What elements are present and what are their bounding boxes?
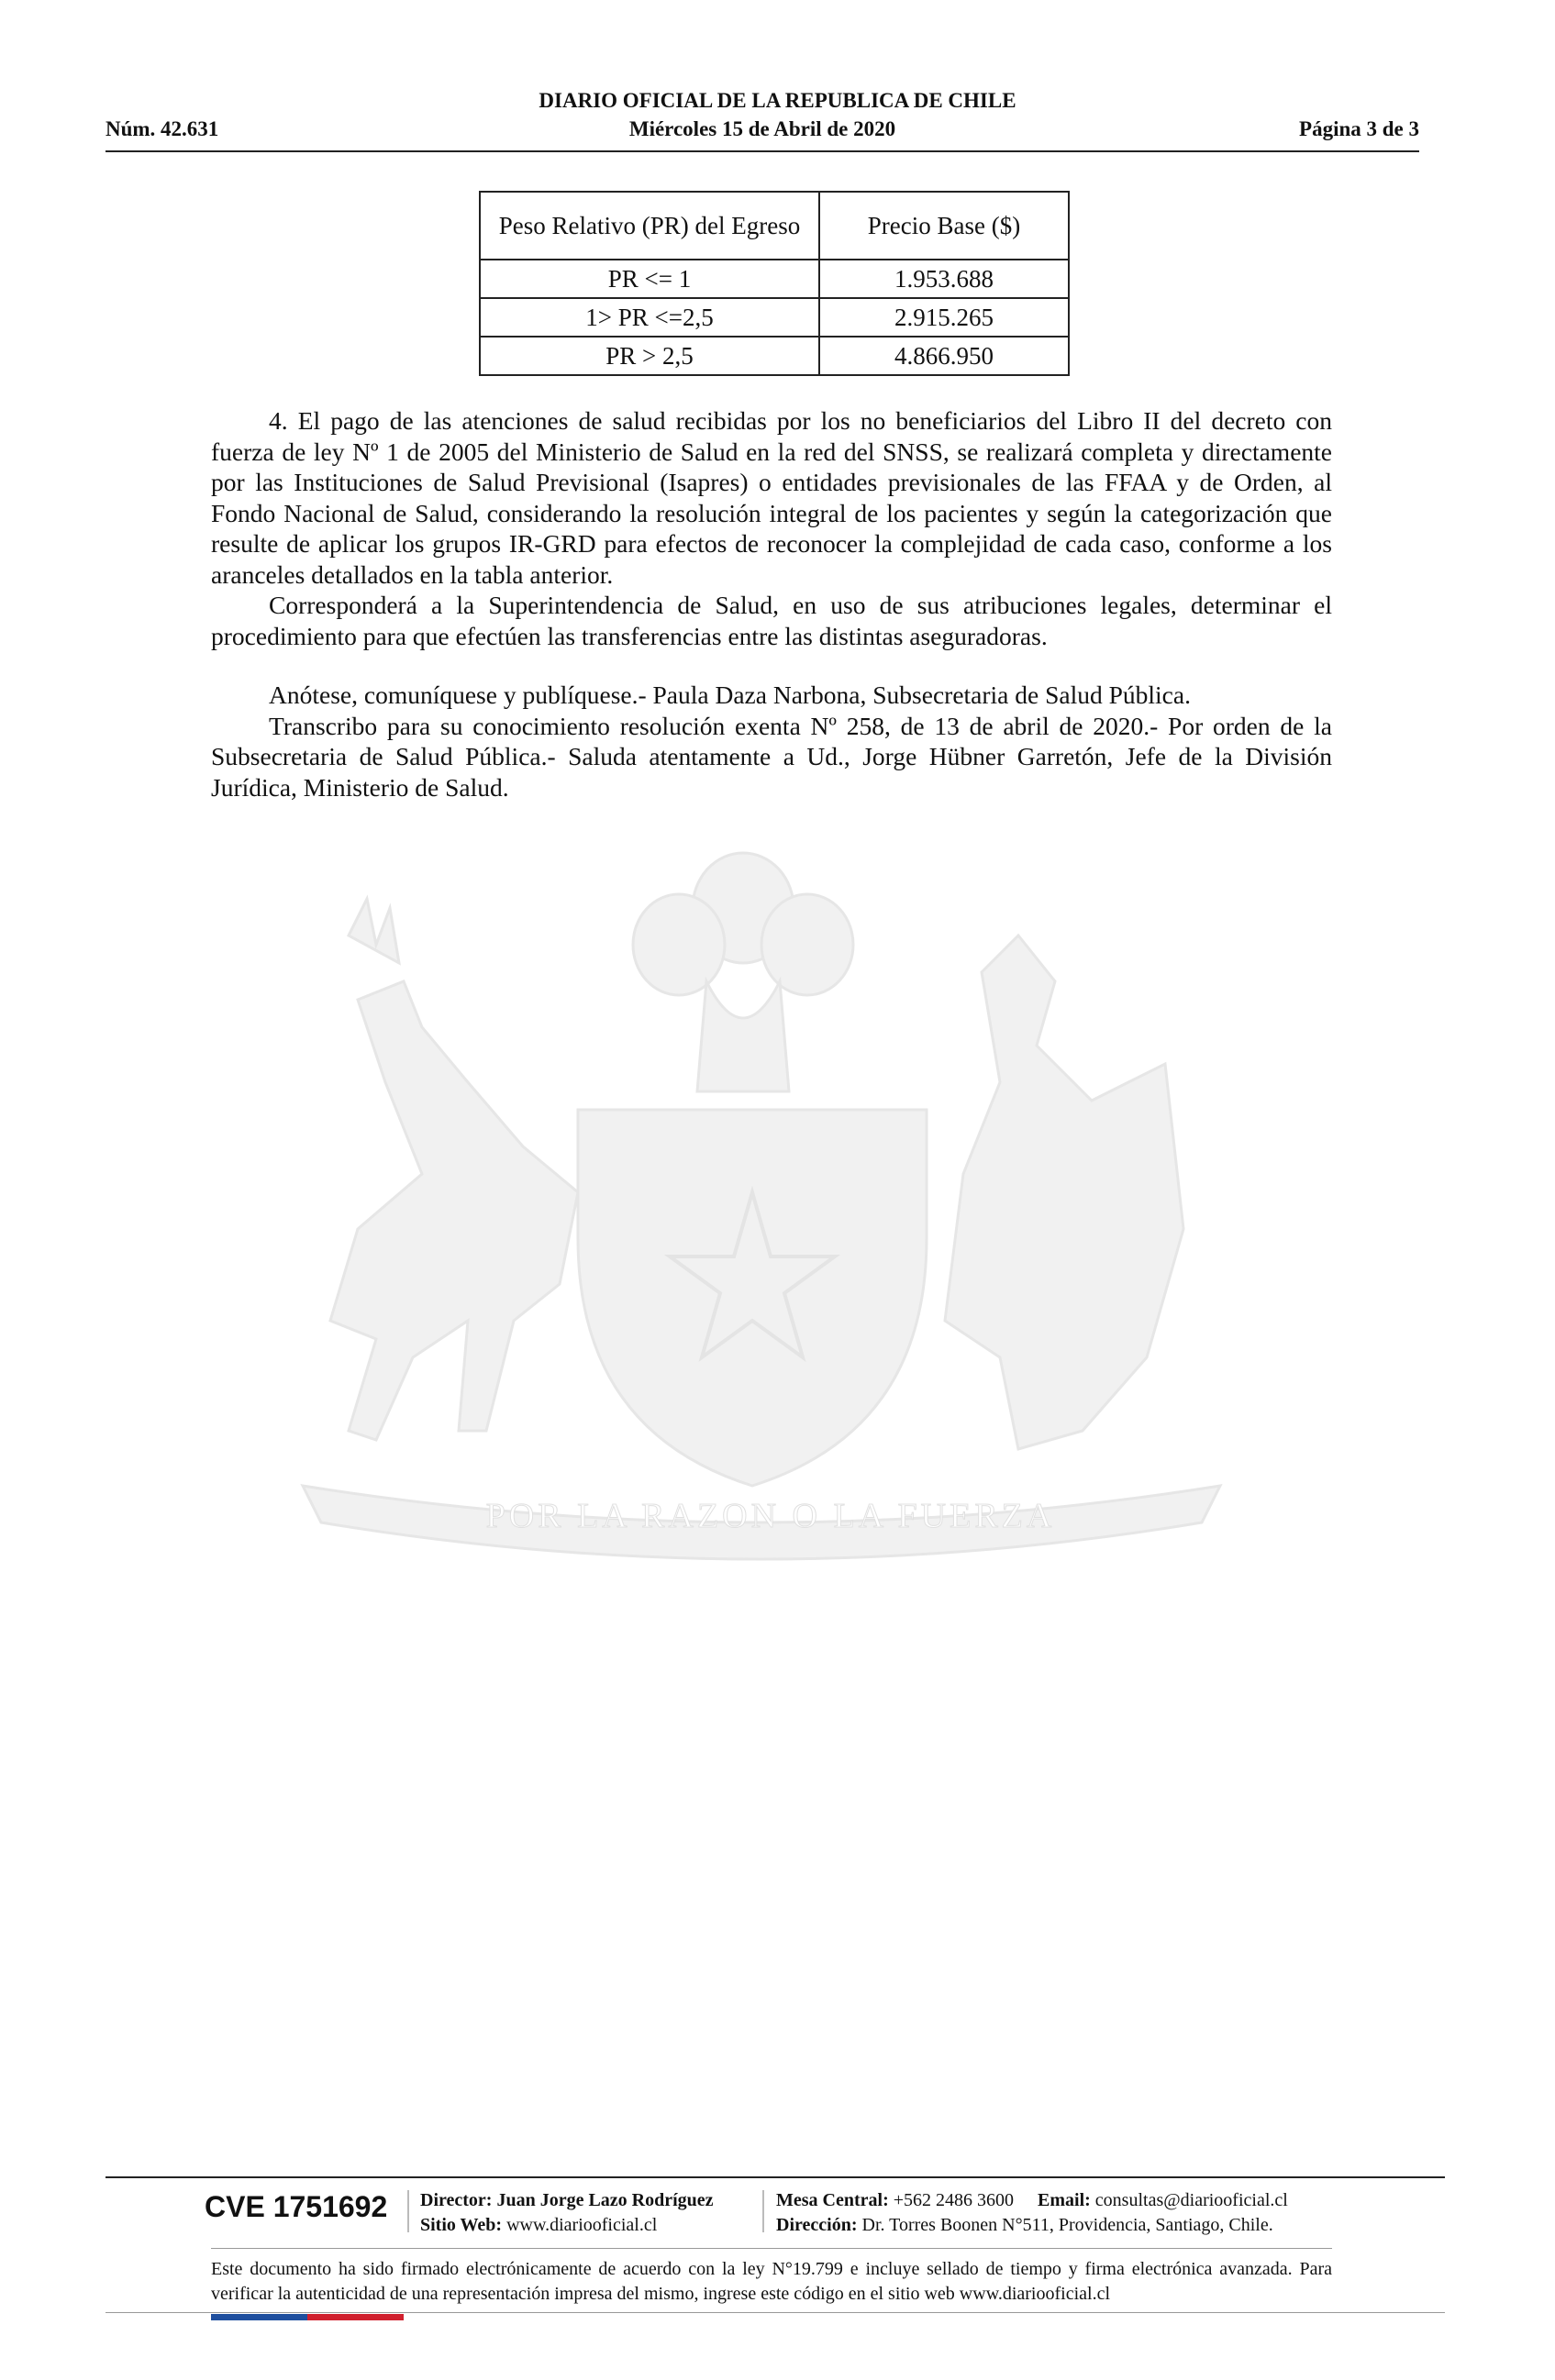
column-header: Precio Base ($) [819, 192, 1069, 260]
table-cell: PR <= 1 [480, 260, 819, 298]
footer-divider [211, 2248, 1332, 2249]
footer-director-block [420, 2188, 714, 2238]
phone-label: Mesa Central: [776, 2190, 889, 2210]
paragraph: Corresponderá a la Superintendencia de Salud, en uso de sus atribuciones legales, determinar el procedimiento para que efectúen las transferencias entre las distintas aseguradoras. [211, 591, 1332, 650]
cve-code: CVE 1751692 [205, 2190, 388, 2223]
email-label: Email: [1038, 2190, 1091, 2210]
table-cell: 4.866.950 [819, 337, 1069, 375]
footer-contact-block [776, 2188, 1288, 2238]
paragraph: Anótese, comuníquese y publíquese.- Paula Daza Narbona, Subsecretaria de Salud Pública. [269, 681, 1191, 709]
website-link[interactable]: www.diariooficial.cl [506, 2215, 658, 2235]
table-row [480, 337, 1069, 375]
plume-icon [633, 894, 725, 995]
flag-stripe-red [307, 2314, 404, 2320]
issue-number: Núm. 42.631 [106, 117, 219, 140]
condor-icon [945, 935, 1183, 1449]
column-header: Peso Relativo (PR) del Egreso [480, 192, 819, 260]
header-divider [106, 150, 1419, 152]
director-name: Juan Jorge Lazo Rodríguez [496, 2190, 714, 2210]
email-link[interactable]: consultas@diariooficial.cl [1094, 2190, 1288, 2210]
seal-motto: POR LA RAZON O LA FUERZA [485, 1497, 1056, 1535]
plume-icon [761, 894, 853, 995]
address-text: Dr. Torres Boonen N°511, Providencia, Santiago, Chile. [861, 2215, 1273, 2235]
address-label: Dirección: [776, 2215, 858, 2235]
table-cell: PR > 2,5 [480, 337, 819, 375]
table-row [480, 298, 1069, 337]
signature-note: Este documento ha sido firmado electrónicamente de acuerdo con la ley N°19.799 e incluye sellado de tiempo y firma electrónica avanzada. Para verificar la autenticidad de una representación impresa del mismo, ingrese este código en el sitio web www.diariooficial.cl [211, 2259, 1332, 2304]
table-row [480, 260, 1069, 298]
header-row [106, 117, 1419, 145]
shield-icon [578, 1110, 927, 1486]
footer-divider [106, 2176, 1445, 2178]
huemul-icon [330, 981, 578, 1440]
page-number: Página 3 de 3 [1299, 117, 1419, 140]
table-cell: 1> PR <=2,5 [480, 298, 819, 337]
footer-separator [762, 2190, 764, 2232]
table-header-row [480, 192, 1069, 260]
publication-title: DIARIO OFICIAL DE LA REPUBLICA DE CHILE [539, 89, 1016, 112]
issue-date: Miércoles 15 de Abril de 2020 [628, 117, 896, 140]
footer-divider [106, 2312, 1445, 2313]
footer-separator [407, 2190, 409, 2232]
table-cell: 1.953.688 [819, 260, 1069, 298]
director-label: Director: [420, 2190, 493, 2210]
coat-of-arms-watermark [193, 844, 1358, 1623]
paragraph: 4. El pago de las atenciones de salud recibidas por los no beneficiarios del Libro II del decreto con fuerza de ley Nº 1 de 2005 del Ministerio de Salud en la red del SNSS, se realizará completa y directamente por las Instituciones de Salud Previsional (Isapres) o entidades previsionales de las FFAA y de Orden, al Fondo Nacional de Salud, considerando la resolución integral de los pacientes y según la categorización que resulte de aplicar los grupos IR-GRD para efectos de reconocer la complejidad de cada caso, conforme a los aranceles detallados en la tabla anterior. [211, 406, 1332, 589]
paragraph: Transcribo para su conocimiento resolución exenta Nº 258, de 13 de abril de 2020.- Por orden de la Subsecretaria de Salud Pública.- Saluda atentamente a Ud., Jorge Hübner Garretón, Jefe de la División Jurídica, Ministerio de Salud. [211, 711, 1332, 802]
price-table [479, 191, 1070, 376]
table-cell: 2.915.265 [819, 298, 1069, 337]
website-label: Sitio Web: [420, 2215, 503, 2235]
body-text [211, 405, 1332, 803]
flag-stripe-blue [211, 2314, 307, 2320]
phone-number: +562 2486 3600 [893, 2190, 1015, 2210]
